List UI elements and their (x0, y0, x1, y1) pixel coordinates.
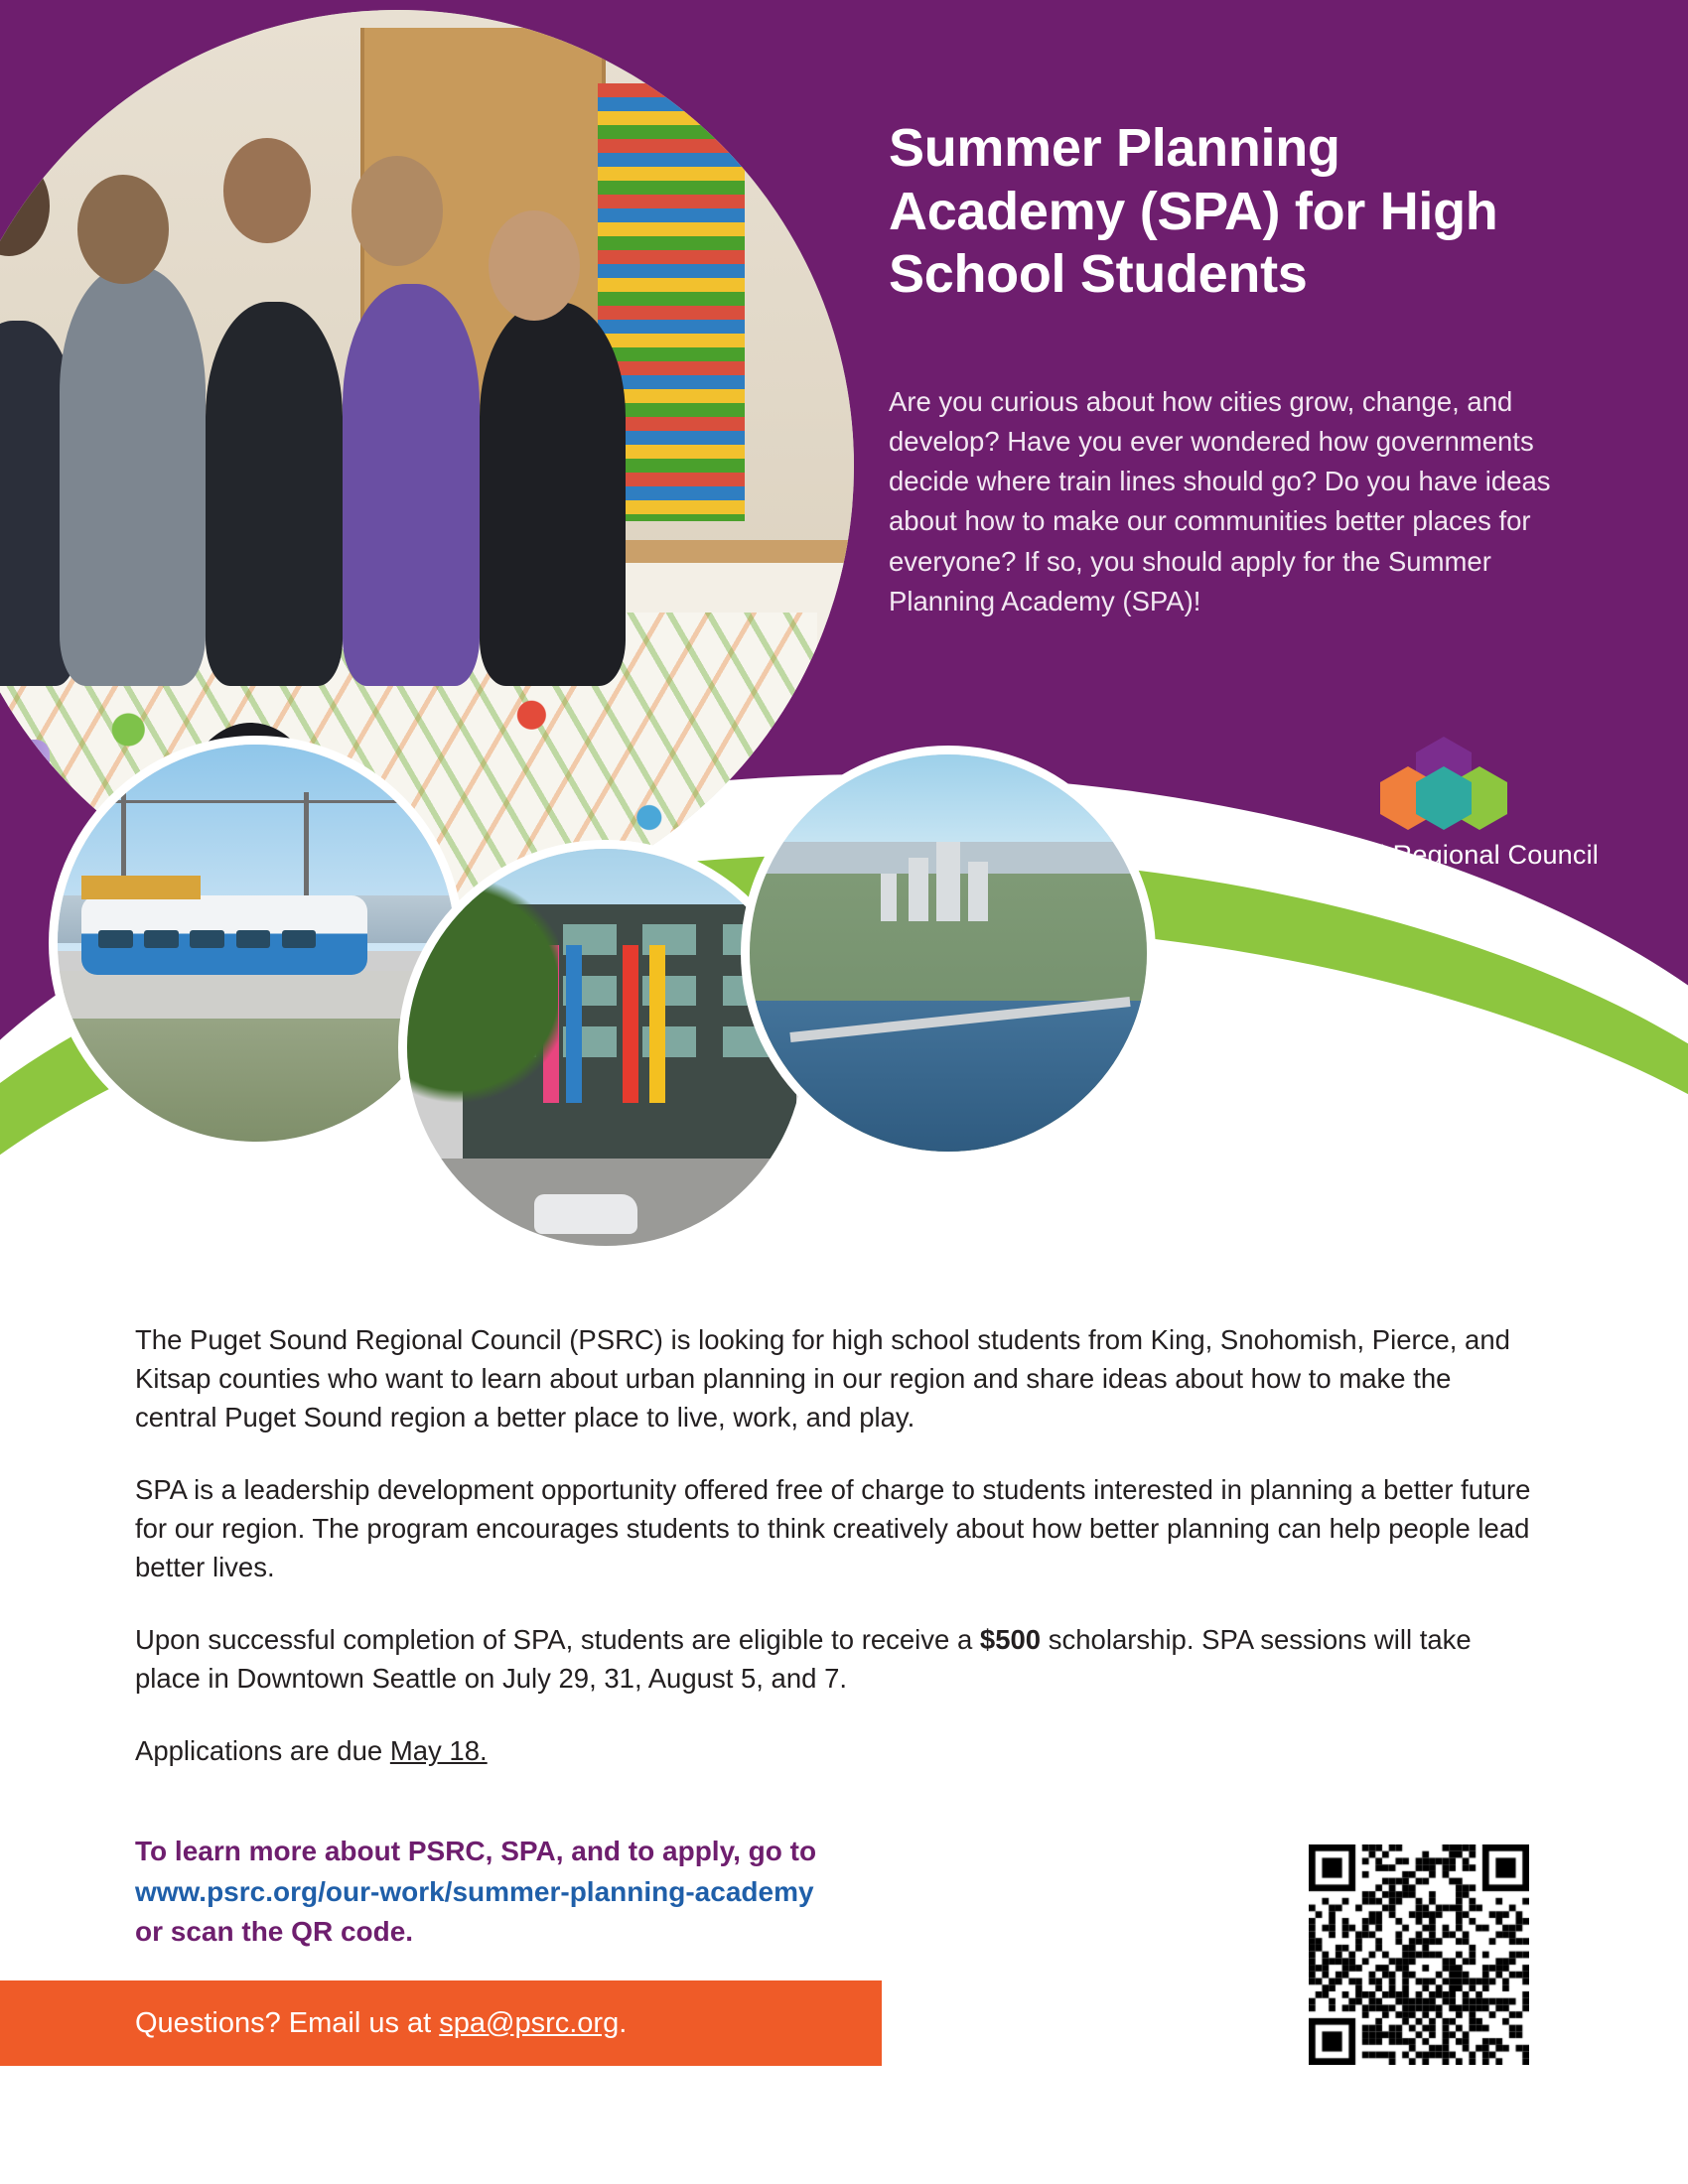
photo-light-rail-train (58, 745, 455, 1142)
cta-line-3: or scan the QR code. (135, 1916, 414, 1948)
email-trail: . (619, 2006, 628, 2039)
paragraph-scholarship-and-dates (135, 1620, 1540, 1698)
paragraph-about-psrc: The Puget Sound Regional Council (PSRC) is looking for high school students from King, Snohomish, Pierce, and Kitsap counties who want to learn about urban planning in our region and share ideas about how to make the central Puget Sound region a better place to live, work, and play. (135, 1324, 1510, 1433)
paragraph-deadline (135, 1731, 1540, 1770)
cta-line-1: To learn more about PSRC, SPA, and to apply, go to (135, 1836, 817, 1866)
email-lead: Questions? Email us at (135, 2006, 440, 2039)
email-link[interactable]: spa@psrc.org (439, 2006, 620, 2039)
photo-colorful-apartment-building (407, 849, 804, 1246)
scholarship-text-lead: Upon successful completion of SPA, students are eligible to receive a (135, 1624, 980, 1656)
call-to-action (135, 1832, 1188, 1953)
intro-paragraph: Are you curious about how cities grow, change, and develop? Have you ever wondered how governments decide where train lines should go? Do you have ideas about how to make our communities better places for everyone? If so, you should apply for the Summer Planning Academy (SPA)! (889, 386, 1551, 616)
photo-aerial-view-of-city (750, 754, 1147, 1152)
page-title: Summer Planning Academy (SPA) for High School Students (889, 118, 1498, 305)
qr-code[interactable] (1309, 1844, 1529, 2065)
psrc-logo-text: Puget Sound Regional Council (1227, 840, 1599, 870)
psrc-logo (1172, 737, 1599, 895)
scholarship-amount: $500 (979, 1624, 1042, 1656)
application-url[interactable]: www.psrc.org/our-work/summer-planning-academy (135, 1875, 814, 1907)
deadline-lead: Applications are due (135, 1735, 390, 1767)
scholarship-text-trail: scholarship. SPA sessions will take place in Downtown Seattle on July 29, 31, August 5, and 7. (135, 1624, 1472, 1695)
questions-email-bar (0, 1980, 882, 2066)
paragraph-about-spa: SPA is a leadership development opportunity offered free of charge to students interested in planning a better future for our region. The program encourages students to think creatively about how better planning can help people lead better lives. (135, 1474, 1531, 1583)
qr-code-canvas[interactable] (1309, 1844, 1529, 2065)
deadline-date: May 18. (389, 1735, 488, 1767)
hexagon-logo-icon (1380, 737, 1509, 836)
body-copy (135, 1320, 1540, 1770)
email-bar-text (135, 2007, 627, 2040)
